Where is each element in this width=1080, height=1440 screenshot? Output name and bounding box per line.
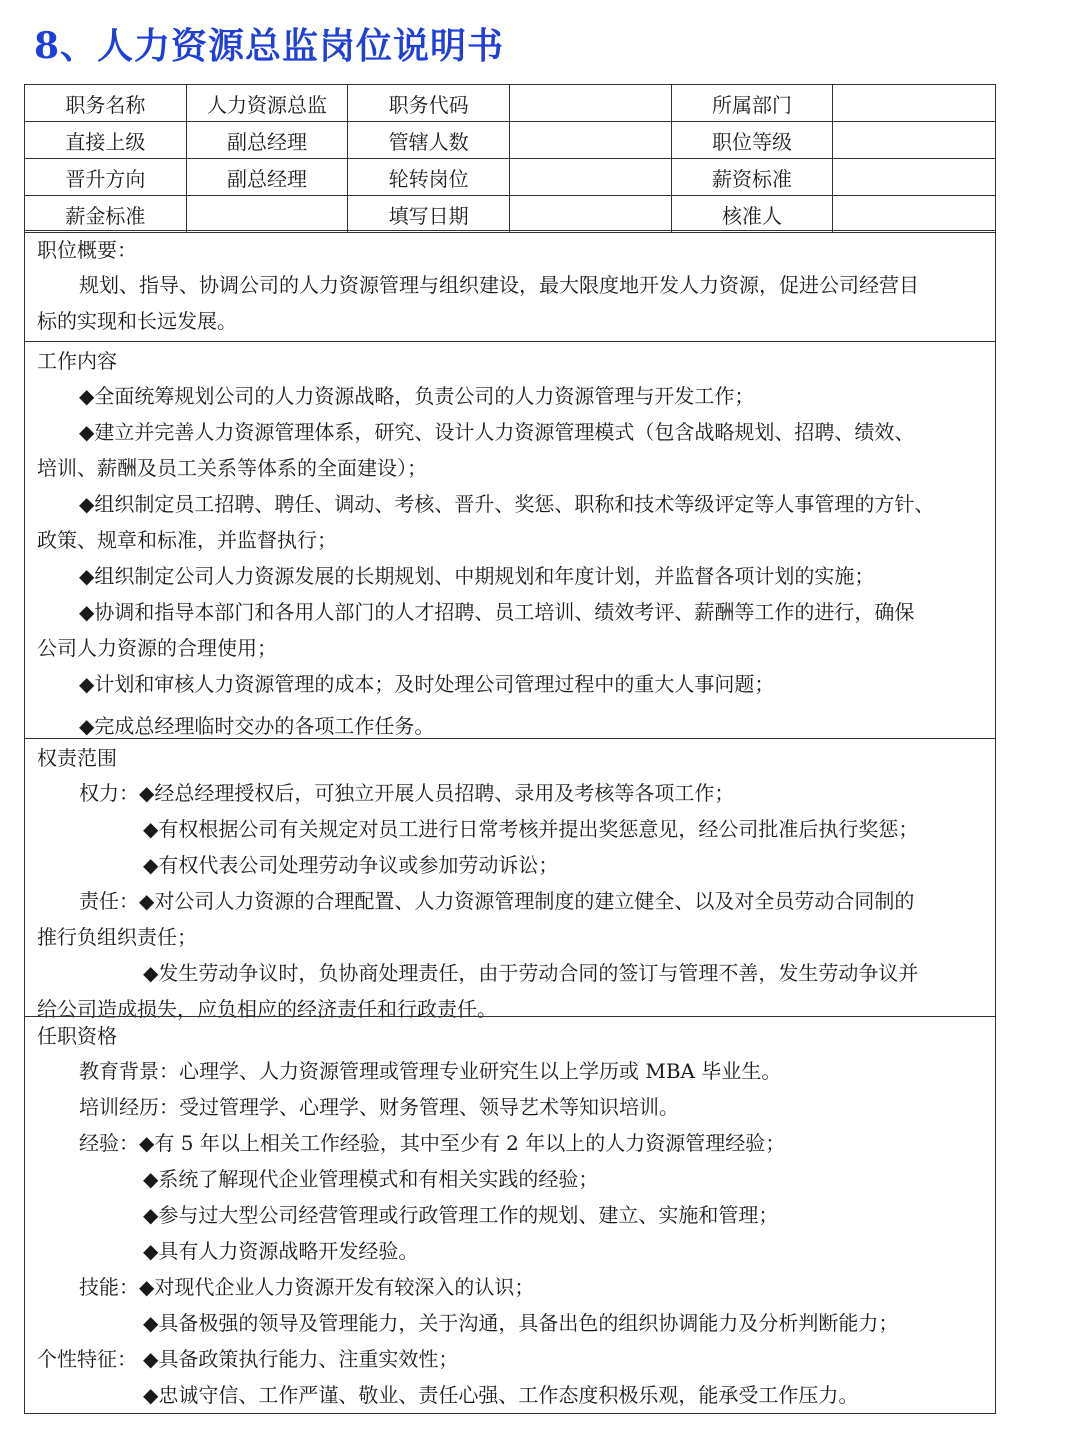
job-description-table <box>24 84 996 1414</box>
header-cell <box>510 196 672 233</box>
text-line: ◆全面统筹规划公司的人力资源战略，负责公司的人力资源管理与开发工作； <box>79 384 755 408</box>
text-line: 规划、指导、协调公司的人力资源管理与组织建设，最大限度地开发人力资源，促进公司经营目 <box>79 273 919 297</box>
resp-item: ◆发生劳动争议时，负协商处理责任，由于劳动合同的签订与管理不善，发生劳动争议并 <box>143 961 919 985</box>
header-cell <box>833 159 995 196</box>
text-line <box>37 1341 983 1377</box>
resp-item: ◆对公司人力资源的合理配置、人力资源管理制度的建立健全、以及对全员劳动合同制的 <box>139 889 915 913</box>
skill-item: ◆具备极强的领导及管理能力，关于沟通，具备出色的组织协调能力及分析判断能力； <box>143 1311 899 1335</box>
overview-section <box>25 230 995 341</box>
section-heading: 工作内容 <box>37 349 117 373</box>
experience-item: ◆有 5 年以上相关工作经验，其中至少有 2 年以上的人力资源管理经验； <box>139 1131 786 1155</box>
section-heading: 职位概要： <box>37 238 137 262</box>
text-line: 公司人力资源的合理使用； <box>37 636 277 660</box>
header-cell: 直接上级 <box>25 122 187 159</box>
text-line <box>37 775 983 811</box>
header-cell: 晋升方向 <box>25 159 187 196</box>
header-cell <box>187 196 349 233</box>
header-cell: 薪金标准 <box>25 196 187 233</box>
power-item: ◆经总经理授权后，可独立开展人员招聘、录用及考核等各项工作； <box>139 781 735 805</box>
text-line <box>37 1125 983 1161</box>
header-cell: 职务名称 <box>25 85 187 122</box>
experience-label: 经验： <box>79 1131 139 1155</box>
experience-item: ◆参与过大型公司经营管理或行政管理工作的规划、建立、实施和管理； <box>143 1203 779 1227</box>
authority-section <box>25 738 995 1021</box>
resp-label: 责任： <box>79 889 139 913</box>
text-line <box>37 883 983 919</box>
header-cell: 填写日期 <box>348 196 510 233</box>
trait-label: 个性特征： <box>37 1347 137 1371</box>
power-item: ◆有权代表公司处理劳动争议或参加劳动诉讼； <box>143 853 559 877</box>
skill-label: 技能： <box>79 1275 139 1299</box>
header-cell <box>510 85 672 122</box>
text-line: ◆计划和审核人力资源管理的成本；及时处理公司管理过程中的重大人事问题； <box>79 672 775 696</box>
text-line: ◆组织制定公司人力资源发展的长期规划、中期规划和年度计划，并监督各项计划的实施； <box>79 564 875 588</box>
text-line: ◆建立并完善人力资源管理体系，研究、设计人力资源管理模式（包含战略规划、招聘、绩效、 <box>79 420 915 444</box>
training-line: 培训经历：受过管理学、心理学、财务管理、领导艺术等知识培训。 <box>79 1095 679 1119</box>
text-line: 培训、薪酬及员工关系等体系的全面建设）； <box>37 456 427 480</box>
header-cell: 轮转岗位 <box>348 159 510 196</box>
header-cell: 核准人 <box>672 196 834 233</box>
resp-item: 推行负组织责任； <box>37 925 197 949</box>
trait-item: ◆忠诚守信、工作严谨、敬业、责任心强、工作态度积极乐观，能承受工作压力。 <box>143 1383 859 1407</box>
header-cell: 管辖人数 <box>348 122 510 159</box>
experience-item: ◆具有人力资源战略开发经验。 <box>143 1239 419 1263</box>
text-line: 政策、规章和标准，并监督执行； <box>37 528 337 552</box>
power-label: 权力： <box>79 781 139 805</box>
qualification-section <box>25 1016 995 1414</box>
header-cell <box>833 122 995 159</box>
power-item: ◆有权根据公司有关规定对员工进行日常考核并提出奖惩意见，经公司批准后执行奖惩； <box>143 817 919 841</box>
text-line: ◆完成总经理临时交办的各项工作任务。 <box>79 714 435 738</box>
text-line: 标的实现和长远发展。 <box>37 309 237 333</box>
header-grid <box>25 85 995 233</box>
section-heading: 权责范围 <box>37 746 117 770</box>
section-heading: 任职资格 <box>37 1024 117 1048</box>
education-line: 教育背景：心理学、人力资源管理或管理专业研究生以上学历或 MBA 毕业生。 <box>79 1059 782 1083</box>
text-line: ◆组织制定员工招聘、聘任、调动、考核、晋升、奖惩、职称和技术等级评定等人事管理的方针、 <box>79 492 935 516</box>
text-line <box>37 1269 983 1305</box>
resp-item: 给公司造成损失，应负相应的经济责任和行政责任。 <box>37 997 497 1021</box>
header-cell: 职务代码 <box>348 85 510 122</box>
skill-item: ◆对现代企业人力资源开发有较深入的认识； <box>139 1275 535 1299</box>
page-title: 8、人力资源总监岗位说明书 <box>34 25 505 67</box>
header-cell: 副总经理 <box>187 122 349 159</box>
header-cell: 薪资标准 <box>672 159 834 196</box>
experience-item: ◆系统了解现代企业管理模式和有相关实践的经验； <box>143 1167 599 1191</box>
header-cell: 所属部门 <box>672 85 834 122</box>
header-cell: 人力资源总监 <box>187 85 349 122</box>
header-cell <box>510 159 672 196</box>
header-cell: 副总经理 <box>187 159 349 196</box>
header-cell <box>833 196 995 233</box>
header-cell: 职位等级 <box>672 122 834 159</box>
work-section <box>25 341 995 738</box>
header-cell <box>833 85 995 122</box>
trait-item: ◆具备政策执行能力、注重实效性； <box>143 1347 459 1371</box>
header-cell <box>510 122 672 159</box>
text-line: ◆协调和指导本部门和各用人部门的人才招聘、员工培训、绩效考评、薪酬等工作的进行，确保 <box>79 600 915 624</box>
